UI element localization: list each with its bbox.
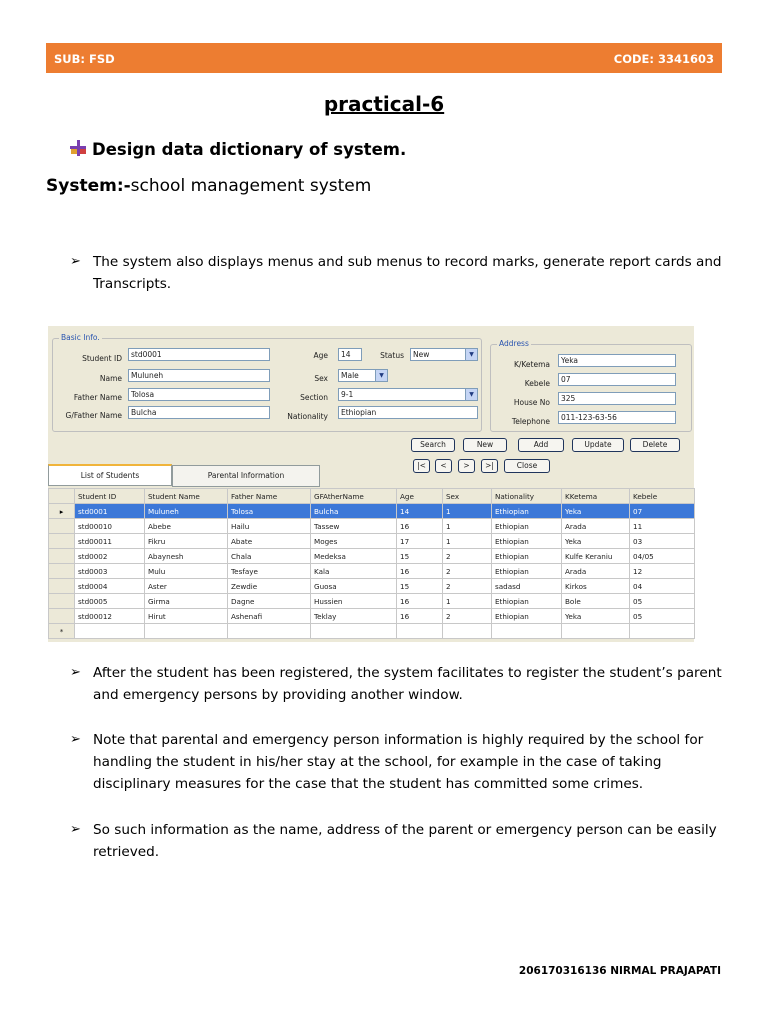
table-cell[interactable]: Mulu: [145, 564, 228, 579]
age-input[interactable]: 14: [338, 348, 362, 361]
table-cell[interactable]: Arada: [562, 519, 630, 534]
column-header[interactable]: Nationality: [492, 489, 562, 504]
table-row[interactable]: [49, 579, 695, 594]
sex-select[interactable]: [338, 369, 388, 382]
update-button[interactable]: Update: [572, 438, 624, 452]
paragraph-1: [70, 251, 725, 295]
table-cell[interactable]: Abate: [228, 534, 311, 549]
table-cell[interactable]: Chala: [228, 549, 311, 564]
table-cell[interactable]: Ethiopian: [492, 594, 562, 609]
table-row[interactable]: [49, 564, 695, 579]
table-cell[interactable]: 07: [630, 504, 695, 519]
table-cell[interactable]: 03: [630, 534, 695, 549]
gfather-name-input[interactable]: Bulcha: [128, 406, 270, 419]
code-label: CODE: 3341603: [613, 52, 714, 66]
paragraph-text: The system also displays menus and sub menus to record marks, generate report cards and Transcripts.: [93, 254, 722, 292]
table-cell[interactable]: 16: [397, 519, 443, 534]
address-caption: Address: [499, 339, 529, 348]
table-cell[interactable]: Dagne: [228, 594, 311, 609]
footer-author: 206170316136 NIRMAL PRAJAPATI: [518, 965, 721, 977]
arrow-bullet-icon: ➢: [70, 822, 81, 837]
basic-info-caption: Basic Info.: [61, 333, 100, 342]
table-cell[interactable]: Yeka: [562, 534, 630, 549]
row-header[interactable]: [49, 534, 75, 549]
system-label: System:-: [46, 176, 131, 196]
new-button[interactable]: New: [463, 438, 507, 452]
table-cell[interactable]: 05: [630, 594, 695, 609]
kketema-label: K/Ketema: [513, 360, 550, 369]
table-cell[interactable]: 17: [397, 534, 443, 549]
table-cell[interactable]: Moges: [311, 534, 397, 549]
table-cell[interactable]: Zewdie: [228, 579, 311, 594]
table-cell[interactable]: Bulcha: [311, 504, 397, 519]
row-header[interactable]: [49, 549, 75, 564]
search-button[interactable]: Search: [411, 438, 455, 452]
table-row[interactable]: [49, 534, 695, 549]
student-id-input[interactable]: std0001: [128, 348, 270, 361]
table-cell[interactable]: Hirut: [145, 609, 228, 624]
table-cell[interactable]: 2: [443, 579, 492, 594]
table-cell[interactable]: Abebe: [145, 519, 228, 534]
column-header[interactable]: KKetema: [562, 489, 630, 504]
table-cell[interactable]: Hussien: [311, 594, 397, 609]
grid-header-row: [49, 489, 695, 504]
student-id-label: Student ID: [82, 354, 122, 363]
arrow-bullet-icon: ➢: [70, 254, 81, 269]
table-cell[interactable]: Aster: [145, 579, 228, 594]
last-record-button[interactable]: >|: [481, 459, 498, 473]
table-cell[interactable]: Guosa: [311, 579, 397, 594]
kebele-label: Kebele: [524, 379, 550, 388]
table-cell[interactable]: Teklay: [311, 609, 397, 624]
page-title: practical-6: [323, 92, 445, 116]
table-cell[interactable]: Fikru: [145, 534, 228, 549]
table-cell[interactable]: std0004: [75, 579, 145, 594]
new-row[interactable]: [49, 624, 695, 639]
table-cell[interactable]: Bole: [562, 594, 630, 609]
table-cell[interactable]: [75, 624, 145, 639]
column-header[interactable]: Student ID: [75, 489, 145, 504]
row-header[interactable]: [49, 579, 75, 594]
section-value: 9-1: [341, 390, 354, 399]
nationality-label: Nationality: [287, 412, 328, 421]
paragraph-2: [70, 662, 725, 706]
father-name-input[interactable]: Tolosa: [128, 388, 270, 401]
table-row[interactable]: [49, 504, 695, 519]
table-cell[interactable]: Ashenafi: [228, 609, 311, 624]
status-select[interactable]: [410, 348, 478, 361]
column-header[interactable]: Sex: [443, 489, 492, 504]
table-row[interactable]: [49, 549, 695, 564]
tab-parental-information[interactable]: Parental Information: [172, 465, 320, 487]
row-header[interactable]: [49, 564, 75, 579]
new-row-marker[interactable]: *: [49, 624, 75, 639]
add-button[interactable]: Add: [518, 438, 564, 452]
table-cell[interactable]: Hailu: [228, 519, 311, 534]
arrow-bullet-icon: ➢: [70, 732, 81, 747]
telephone-input[interactable]: 011-123-63-56: [558, 411, 676, 424]
table-cell[interactable]: 1: [443, 534, 492, 549]
sex-value: Male: [341, 371, 359, 380]
section-select[interactable]: [338, 388, 478, 401]
close-button[interactable]: Close: [504, 459, 550, 473]
table-cell[interactable]: Kulfe Keraniu: [562, 549, 630, 564]
system-value: school management system: [130, 176, 372, 196]
table-cell[interactable]: Yeka: [562, 609, 630, 624]
column-header[interactable]: Kebele: [630, 489, 695, 504]
sex-label: Sex: [314, 374, 328, 383]
kketema-input[interactable]: Yeka: [558, 354, 676, 367]
table-cell[interactable]: 1: [443, 594, 492, 609]
arrow-bullet-icon: ➢: [70, 665, 81, 680]
house-no-input[interactable]: 325: [558, 392, 676, 405]
age-label: Age: [313, 351, 328, 360]
table-cell[interactable]: std0003: [75, 564, 145, 579]
table-cell[interactable]: Ethiopian: [492, 564, 562, 579]
task-text: Design data dictionary of system.: [92, 140, 407, 159]
table-cell[interactable]: Abaynesh: [145, 549, 228, 564]
table-cell[interactable]: std0001: [75, 504, 145, 519]
column-header[interactable]: Student Name: [145, 489, 228, 504]
table-cell[interactable]: 2: [443, 549, 492, 564]
table-cell[interactable]: std0005: [75, 594, 145, 609]
table-cell[interactable]: Tolosa: [228, 504, 311, 519]
paragraph-text: Note that parental and emergency person information is highly required by the school for handling the student in his/her stay at the school, for example in the case of taking disciplinary measures for the case that the student has committed some crimes.: [93, 732, 704, 792]
column-header[interactable]: Age: [397, 489, 443, 504]
table-cell[interactable]: 2: [443, 564, 492, 579]
table-cell[interactable]: [311, 624, 397, 639]
house-no-label: House No: [513, 398, 550, 407]
table-cell[interactable]: Ethiopian: [492, 519, 562, 534]
table-cell[interactable]: 04: [630, 579, 695, 594]
table-cell[interactable]: 1: [443, 519, 492, 534]
telephone-label: Telephone: [511, 417, 550, 426]
table-cell[interactable]: Ethiopian: [492, 549, 562, 564]
table-cell[interactable]: Tesfaye: [228, 564, 311, 579]
table-cell[interactable]: [228, 624, 311, 639]
next-record-button[interactable]: >: [458, 459, 475, 473]
section-label: Section: [300, 393, 328, 402]
table-cell[interactable]: 04/05: [630, 549, 695, 564]
table-cell[interactable]: 15: [397, 579, 443, 594]
table-cell[interactable]: std00011: [75, 534, 145, 549]
gfather-name-label: G/Father Name: [65, 411, 122, 420]
table-cell[interactable]: Kala: [311, 564, 397, 579]
father-name-label: Father Name: [73, 393, 122, 402]
table-cell[interactable]: Kirkos: [562, 579, 630, 594]
table-cell[interactable]: sadasd: [492, 579, 562, 594]
kebele-input[interactable]: 07: [558, 373, 676, 386]
table-cell[interactable]: 11: [630, 519, 695, 534]
table-cell[interactable]: Arada: [562, 564, 630, 579]
system-line: [46, 176, 371, 196]
table-cell[interactable]: 2: [443, 609, 492, 624]
task-heading: [68, 138, 406, 159]
table-cell[interactable]: 16: [397, 609, 443, 624]
subject-label: SUB: FSD: [54, 52, 115, 66]
table-cell[interactable]: [630, 624, 695, 639]
name-label: Name: [99, 374, 122, 383]
table-cell[interactable]: Tassew: [311, 519, 397, 534]
table-cell[interactable]: [443, 624, 492, 639]
paragraph-text: So such information as the name, address of the parent or emergency person can be easily retrieved.: [93, 822, 717, 860]
table-cell[interactable]: Muluneh: [145, 504, 228, 519]
first-record-button[interactable]: |<: [413, 459, 430, 473]
delete-button[interactable]: Delete: [630, 438, 680, 452]
table-cell[interactable]: Medeksa: [311, 549, 397, 564]
table-cell[interactable]: Ethiopian: [492, 609, 562, 624]
row-header[interactable]: [49, 594, 75, 609]
tab-list-of-students[interactable]: List of Students: [48, 464, 172, 486]
student-form-window: [48, 326, 694, 642]
table-cell[interactable]: Girma: [145, 594, 228, 609]
prev-record-button[interactable]: <: [435, 459, 452, 473]
chevron-down-icon[interactable]: ▼: [375, 370, 387, 381]
table-cell[interactable]: [145, 624, 228, 639]
chevron-down-icon[interactable]: ▼: [465, 349, 477, 360]
table-cell[interactable]: Ethiopian: [492, 504, 562, 519]
nationality-input[interactable]: Ethiopian: [338, 406, 478, 419]
table-row[interactable]: [49, 609, 695, 624]
table-cell[interactable]: 16: [397, 564, 443, 579]
students-grid: [48, 488, 695, 639]
chevron-down-icon[interactable]: ▼: [465, 389, 477, 400]
column-header[interactable]: GFAtherName: [311, 489, 397, 504]
table-cell[interactable]: 12: [630, 564, 695, 579]
status-value: New: [413, 350, 430, 359]
bullet-cross-icon: [68, 138, 88, 158]
row-header-corner: [49, 489, 75, 504]
column-header[interactable]: Father Name: [228, 489, 311, 504]
table-cell[interactable]: std00010: [75, 519, 145, 534]
table-cell[interactable]: [397, 624, 443, 639]
paragraph-3: [70, 729, 725, 795]
paragraph-4: [70, 819, 725, 863]
table-row[interactable]: [49, 594, 695, 609]
table-cell[interactable]: 05: [630, 609, 695, 624]
table-cell[interactable]: 16: [397, 594, 443, 609]
table-row[interactable]: [49, 519, 695, 534]
paragraph-text: After the student has been registered, the system facilitates to register the student’s parent and emergency persons by providing another window.: [93, 665, 722, 703]
table-cell[interactable]: 14: [397, 504, 443, 519]
row-header[interactable]: [49, 609, 75, 624]
table-cell[interactable]: std0002: [75, 549, 145, 564]
table-cell[interactable]: 15: [397, 549, 443, 564]
table-cell[interactable]: [492, 624, 562, 639]
current-row-marker[interactable]: ▸: [49, 504, 75, 519]
table-cell[interactable]: std00012: [75, 609, 145, 624]
table-cell[interactable]: Yeka: [562, 504, 630, 519]
table-cell[interactable]: Ethiopian: [492, 534, 562, 549]
status-label: Status: [380, 351, 404, 360]
page-header-bar: [46, 43, 722, 73]
name-input[interactable]: Muluneh: [128, 369, 270, 382]
table-cell[interactable]: [562, 624, 630, 639]
table-cell[interactable]: 1: [443, 504, 492, 519]
row-header[interactable]: [49, 519, 75, 534]
